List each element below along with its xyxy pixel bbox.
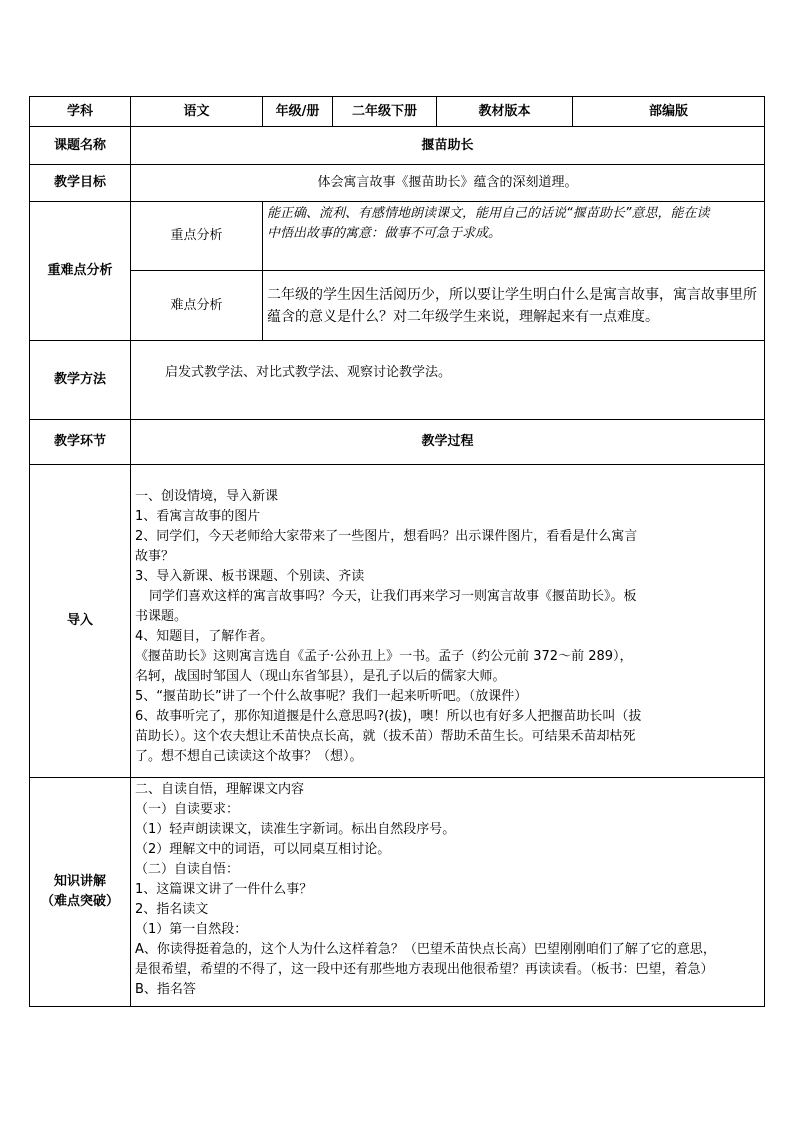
key-analysis-label: 重点分析 xyxy=(131,202,263,271)
knowledge-line: A、你读得挺着急的，这个人为什么这样着急？（巴望禾苗快点长高）巴望刚刚咱们了解了它的意思， xyxy=(135,942,716,957)
intro-line: 苗助长）。这个农夫想让禾苗快点长高，就（拔禾苗）帮助禾苗生长。可结果禾苗却枯死 xyxy=(135,729,636,744)
hard-analysis-line: 蕴含的意义是什么？对二年级学生来说，理解起来有一点难度。 xyxy=(267,308,659,325)
goal-row xyxy=(30,165,765,202)
knowledge-label-sub: （难点突破） xyxy=(40,894,119,909)
subject-label: 学科 xyxy=(30,97,131,127)
intro-line: 名轲，战国时邹国人（现山东省邹县），是孔子以后的儒家大师。 xyxy=(135,669,506,684)
intro-row xyxy=(30,465,765,778)
intro-line: 书课题。 xyxy=(135,609,188,624)
analysis-label: 重难点分析 xyxy=(30,202,131,341)
process-stage-label: 教学环节 xyxy=(30,420,131,465)
intro-line: 6、故事听完了，那你知道揠是什么意思吗?(拔)，噢！所以也有好多人把揠苗助长叫（拔 xyxy=(135,709,642,724)
knowledge-content xyxy=(131,778,765,1007)
process-label: 教学过程 xyxy=(131,420,765,465)
intro-line: 2、同学们，今天老师给大家带来了一些图片，想看吗？出示课件图片，看看是什么寓言 xyxy=(135,529,638,544)
key-analysis-line: 中悟出故事的寓意：做事不可急于求成。 xyxy=(267,226,502,241)
goal-value: 体会寓言故事《揠苗助长》蕴含的深刻道理。 xyxy=(131,165,765,202)
knowledge-line: （2）理解文中的词语，可以同桌互相讨论。 xyxy=(135,842,391,857)
edition-label: 教材版本 xyxy=(437,97,573,127)
method-value: 启发式教学法、对比式教学法、观察讨论教学法。 xyxy=(131,341,765,420)
process-header-row xyxy=(30,420,765,465)
knowledge-line: （1）轻声朗读课文，读准生字新词。标出自然段序号。 xyxy=(135,822,456,837)
goal-label: 教学目标 xyxy=(30,165,131,202)
hard-analysis-line: 二年级的学生因生活阅历少，所以要让学生明白什么是寓言故事，寓言故事里所 xyxy=(267,286,757,303)
knowledge-line: 二、自读自悟，理解课文内容 xyxy=(135,782,305,797)
intro-line: 4、知题目，了解作者。 xyxy=(135,629,274,644)
intro-line: 1、看寓言故事的图片 xyxy=(135,509,261,524)
knowledge-line: 是很希望，希望的不得了，这一段中还有那些地方表现出他很希望？再读读看。（板书：巴望，着急） xyxy=(135,962,714,977)
header-row xyxy=(30,97,765,127)
method-row xyxy=(30,341,765,420)
intro-line: 了。想不想自己读读这个故事？（想）。 xyxy=(135,749,363,764)
intro-line: 5、“揠苗助长”讲了一个什么故事呢？我们一起来听听吧。（放课件） xyxy=(135,689,528,704)
key-analysis-row xyxy=(30,202,765,271)
intro-line: 一、创设情境，导入新课 xyxy=(135,489,279,504)
knowledge-line: （二）自读自悟： xyxy=(135,862,240,877)
lesson-label: 课题名称 xyxy=(30,127,131,165)
intro-label: 导入 xyxy=(30,465,131,778)
grade-label: 年级/册 xyxy=(263,97,333,127)
key-analysis-text xyxy=(263,202,765,271)
hard-analysis-text xyxy=(263,271,765,341)
knowledge-label xyxy=(30,778,131,1007)
knowledge-line: B、指名答 xyxy=(135,982,196,997)
knowledge-line: （1）第一自然段： xyxy=(135,922,248,937)
lesson-row xyxy=(30,127,765,165)
intro-content xyxy=(131,465,765,778)
lesson-plan-table xyxy=(29,96,765,1007)
grade-value: 二年级下册 xyxy=(333,97,437,127)
intro-line: 故事？ xyxy=(135,549,175,564)
hard-analysis-label: 难点分析 xyxy=(131,271,263,341)
method-label: 教学方法 xyxy=(30,341,131,420)
intro-line: 《揠苗助长》这则寓言选自《孟子·公孙丑上》一书。孟子（约公元前 372～前 289）， xyxy=(135,649,633,664)
intro-line: 同学们喜欢这样的寓言故事吗？今天，让我们再来学习一则寓言故事《揠苗助长》。板 xyxy=(149,589,637,604)
knowledge-label-main: 知识讲解 xyxy=(53,874,106,889)
hard-analysis-row xyxy=(30,271,765,341)
intro-line: 3、导入新课、板书课题、个别读、齐读 xyxy=(135,569,365,584)
knowledge-row xyxy=(30,778,765,1007)
knowledge-line: 1、这篇课文讲了一件什么事？ xyxy=(135,882,313,897)
lesson-title: 揠苗助长 xyxy=(131,127,765,165)
subject-value: 语文 xyxy=(131,97,263,127)
knowledge-line: 2、指名读文 xyxy=(135,902,209,917)
knowledge-line: （一）自读要求： xyxy=(135,802,240,817)
edition-value: 部编版 xyxy=(573,97,765,127)
key-analysis-line: 能正确、流利、有感情地朗读课文，能用自己的话说“揠苗助长”意思，能在读 xyxy=(267,206,710,221)
